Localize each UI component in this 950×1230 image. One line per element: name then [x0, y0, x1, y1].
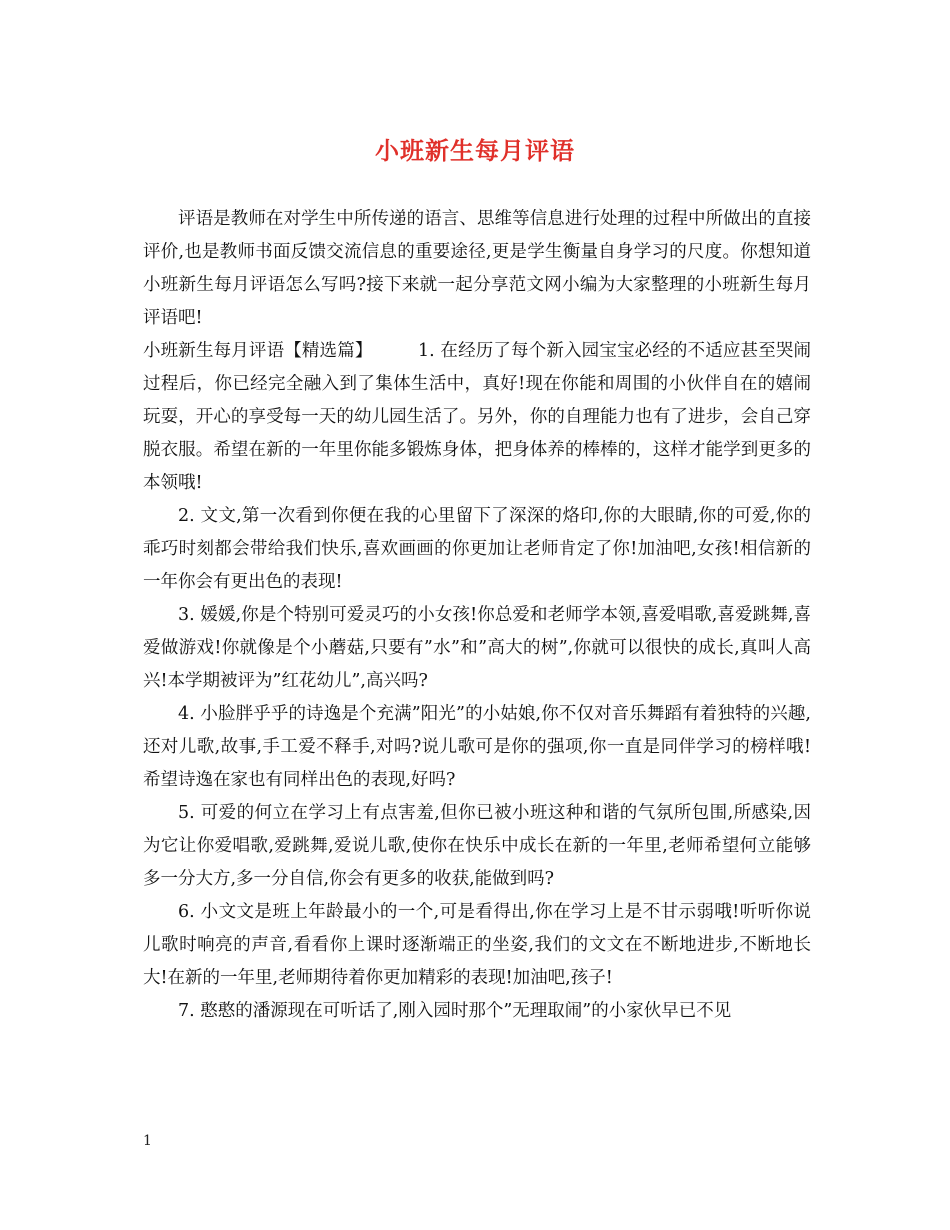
comment-item-6: 6. 小文文是班上年龄最小的一个,可是看得出,你在学习上是不甘示弱哦!听听你说儿歌时响亮的声音,看看你上课时逐渐端正的坐姿,我们的文文在不断地进步,不断地长大!在新的一年里,老师期待着你更加精彩的表现!加油吧,孩子! — [143, 902, 811, 988]
comment-item-5: 5. 可爱的何立在学习上有点害羞,但你已被小班这种和谐的气氛所包围,所感染,因为它让你爱唱歌,爱跳舞,爱说儿歌,使你在快乐中成长在新的一年里,老师希望何立能够多一分大方,多一分自信,你会有更多的收获,能做到吗? — [143, 803, 811, 889]
comment-item-1: 1. 在经历了每个新入园宝宝必经的不适应甚至哭闹过程后，你已经完全融入到了集体生活中，真好!现在你能和周围的小伙伴自在的嬉闹玩耍，开心的享受每一天的幼儿园生活了。另外，你的自理能力也有了进步，会自己穿脱衣服。希望在新的一年里你能多锻炼身体，把身体养的棒棒的，这样才能学到更多的本领哦! — [143, 341, 812, 493]
comment-item-7: 7. 憨憨的潘源现在可听话了,刚入园时那个”无理取闹”的小家伙早已不见 — [178, 1001, 732, 1021]
section-heading: 小班新生每月评语【精选篇】 — [143, 341, 373, 361]
comment-item-4: 4. 小脸胖乎乎的诗逸是个充满”阳光”的小姑娘,你不仅对音乐舞蹈有着独特的兴趣,还对儿歌,故事,手工爱不释手,对吗?说儿歌可是你的强项,你一直是同伴学习的榜样哦!希望诗逸在家也有同样出色的表现,好吗? — [143, 704, 811, 790]
comment-item-2: 2. 文文,第一次看到你便在我的心里留下了深深的烙印,你的大眼睛,你的可爱,你的乖巧时刻都会带给我们快乐,喜欢画画的你更加让老师肯定了你!加油吧,女孩!相信新的一年你会有更出色的表现! — [143, 506, 811, 592]
section-paragraph — [143, 335, 811, 500]
comment-item-3: 3. 媛媛,你是个特别可爱灵巧的小女孩!你总爱和老师学本领,喜爱唱歌,喜爱跳舞,喜爱做游戏!你就像是个小蘑菇,只要有”水”和”高大的树”,你就可以很快的成长,真叫人高兴!本学期被评为”红花幼儿”,高兴吗? — [143, 605, 811, 691]
intro-paragraph: 评语是教师在对学生中所传递的语言、思维等信息进行处理的过程中所做出的直接评价,也是教师书面反馈交流信息的重要途径,更是学生衡量自身学习的尺度。你想知道小班新生每月评语怎么写吗?接下来就一起分享范文网小编为大家整理的小班新生每月评语吧! — [143, 209, 811, 328]
page-number: 1 — [143, 1133, 152, 1149]
document-body — [143, 203, 811, 1028]
document-title: 小班新生每月评语 — [375, 136, 575, 165]
